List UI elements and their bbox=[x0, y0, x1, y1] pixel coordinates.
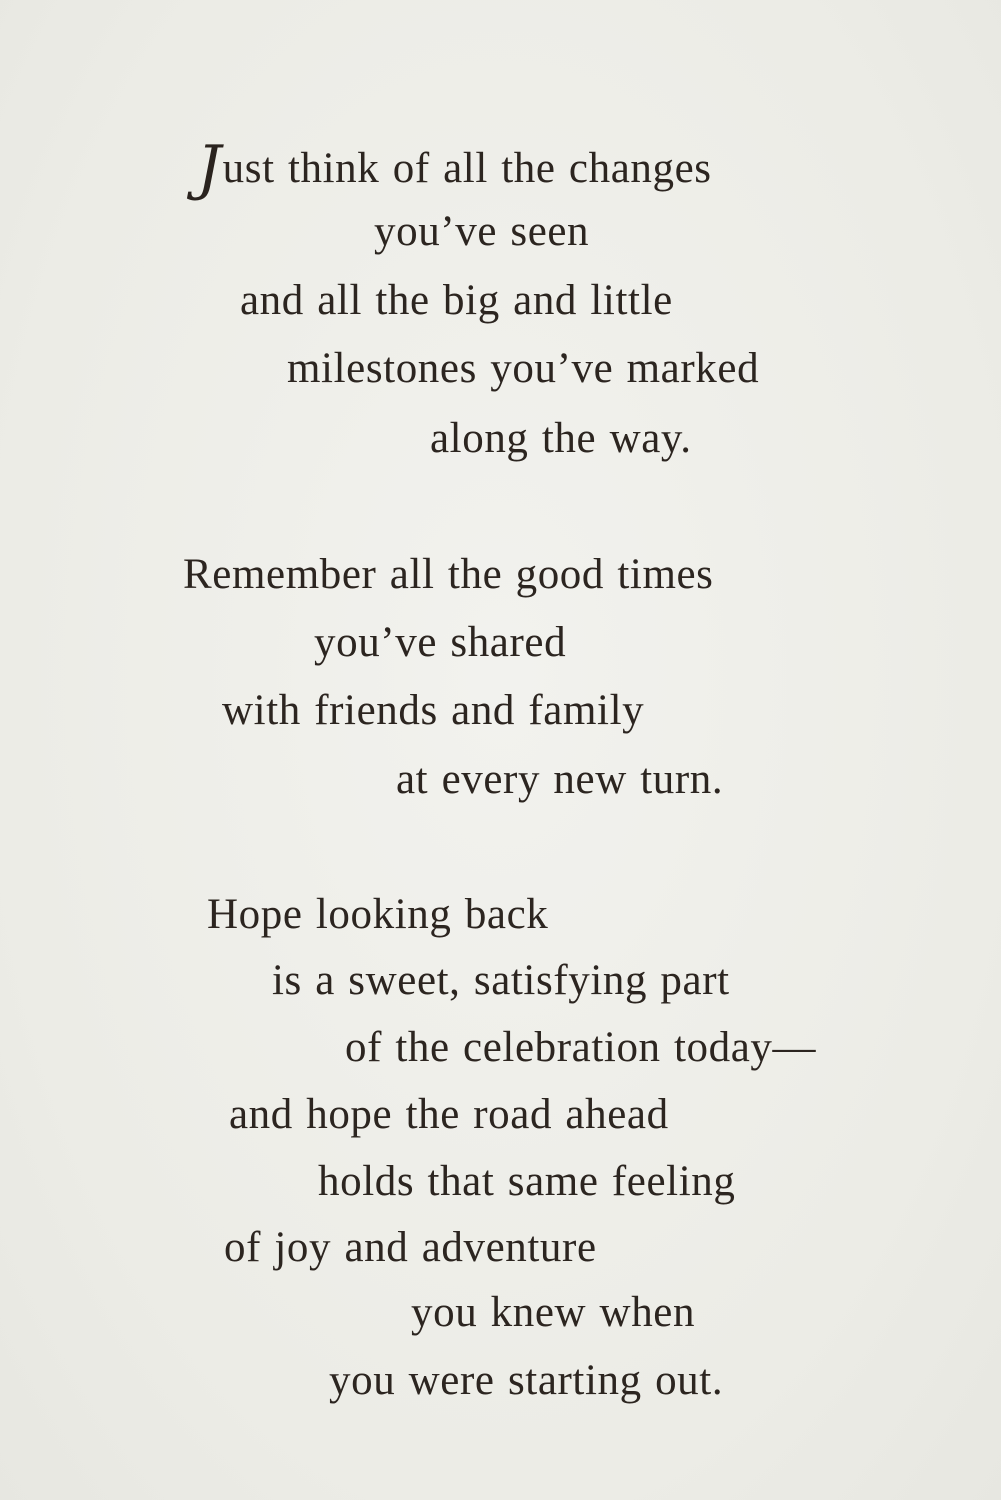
verse-line: you were starting out. bbox=[329, 1357, 724, 1404]
verse-line: at every new turn. bbox=[396, 756, 724, 803]
verse-line: is a sweet, satisfying part bbox=[272, 957, 730, 1004]
verse-line: you knew when bbox=[411, 1289, 696, 1336]
verse-line: and hope the road ahead bbox=[229, 1091, 669, 1138]
verse-line: Remember all the good times bbox=[183, 551, 714, 598]
verse-line bbox=[197, 133, 712, 203]
verse-line: Hope looking back bbox=[207, 891, 549, 938]
drop-cap: J bbox=[197, 133, 222, 203]
verse-line: along the way. bbox=[430, 415, 692, 462]
verse-line: you’ve shared bbox=[314, 619, 567, 666]
verse-line: of joy and adventure bbox=[224, 1224, 597, 1271]
verse-line-text: ust think of all the changes bbox=[222, 145, 712, 192]
verse-line: with friends and family bbox=[222, 687, 645, 734]
verse-line: and all the big and little bbox=[240, 277, 673, 324]
verse-line: of the celebration today— bbox=[345, 1024, 817, 1071]
verse-line: milestones you’ve marked bbox=[287, 345, 760, 392]
verse-line: you’ve seen bbox=[374, 208, 590, 255]
verse-line: holds that same feeling bbox=[318, 1158, 736, 1205]
